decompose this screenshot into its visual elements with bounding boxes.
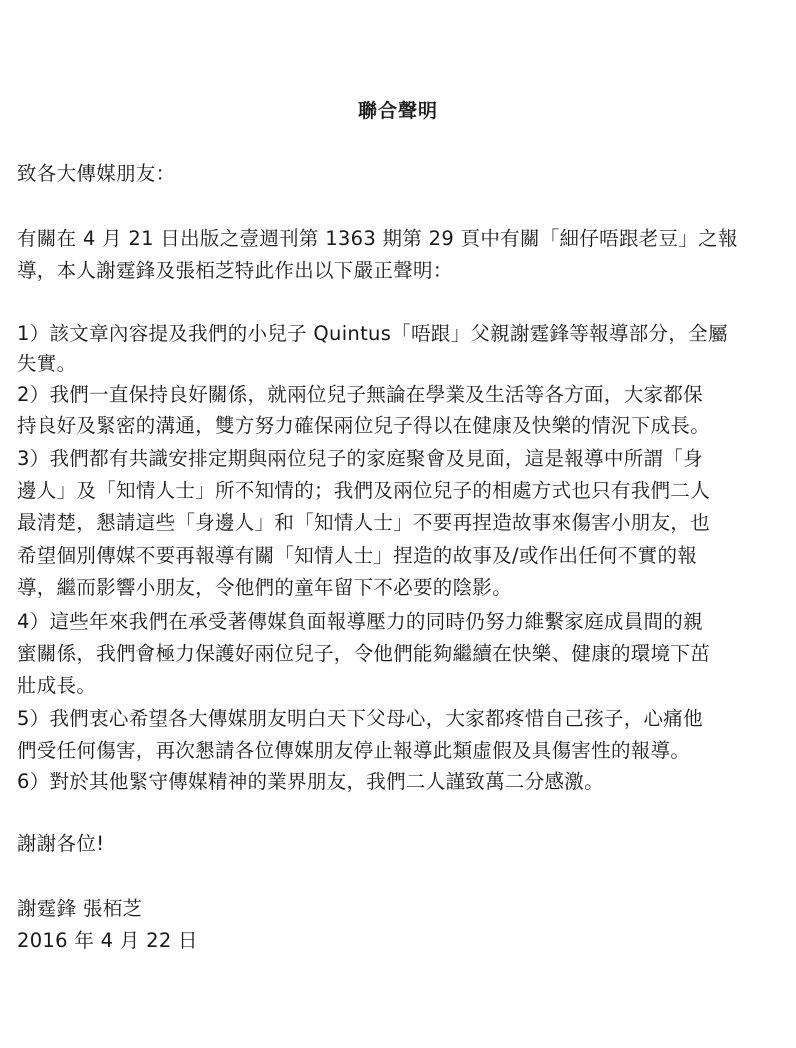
point-3-line-5: 導，繼而影響小朋友，令他們的童年留下不必要的陰影。 [17,576,513,599]
point-4-line-3: 壯成長。 [17,674,97,697]
point-4-line-2: 蜜關係，我們會極力保護好兩位兒子，令他們能夠繼續在快樂、健康的環境下茁 [17,642,711,665]
point-5-line-1: 5）我們衷心希望各大傳媒朋友明白天下父母心，大家都疼惜自己孩子，心痛他 [17,707,703,730]
point-4-line-1: 4）這些年來我們在承受著傳媒負面報導壓力的同時仍努力維繫家庭成員間的親 [17,610,703,633]
statement-date: 2016 年 4 月 22 日 [17,929,198,952]
point-6-line-1: 6）對於其他緊守傳媒精神的業界朋友，我們二人謹致萬二分感激。 [17,770,604,793]
point-1-line-2: 失實。 [17,352,77,375]
thanks-line: 謝謝各位! [17,832,105,855]
point-3-line-1: 3）我們都有共識安排定期與兩位兒子的家庭聚會及見面，這是報導中所謂「身 [17,447,703,470]
document-title: 聯合聲明 [357,100,438,122]
point-3-line-2: 邊人」及「知情人士」所不知情的；我們及兩位兒子的相處方式也只有我們二人 [17,479,711,502]
signatures: 謝霆鋒 張栢芝 [17,897,143,920]
point-5-line-2: 們受任何傷害，再次懇請各位傳媒朋友停止報導此類虛假及具傷害性的報導。 [17,739,691,762]
point-3-line-4: 希望個別傳媒不要再報導有關「知情人士」捏造的故事及/或作出任何不實的報 [17,544,698,567]
intro-line-1: 有關在 4 月 21 日出版之壹週刊第 1363 期第 29 頁中有關「細仔唔跟老豆」之報 [17,227,738,250]
point-2-line-2: 持良好及緊密的溝通，雙方努力確保兩位兒子得以在健康及快樂的情況下成長。 [17,414,711,437]
salutation: 致各大傳媒朋友： [17,162,176,185]
point-2-line-1: 2）我們一直保持良好關係，就兩位兒子無論在學業及生活等各方面，大家都保 [17,383,703,406]
point-1-line-1: 1）該文章內容提及我們的小兒子 Quintus「唔跟」父親謝霆鋒等報導部分，全屬 [17,322,728,345]
point-3-line-3: 最清楚，懇請這些「身邊人」和「知情人士」不要再捏造故事來傷害小朋友，也 [17,511,711,534]
intro-line-2: 導，本人謝霆鋒及張栢芝特此作出以下嚴正聲明： [17,259,453,282]
